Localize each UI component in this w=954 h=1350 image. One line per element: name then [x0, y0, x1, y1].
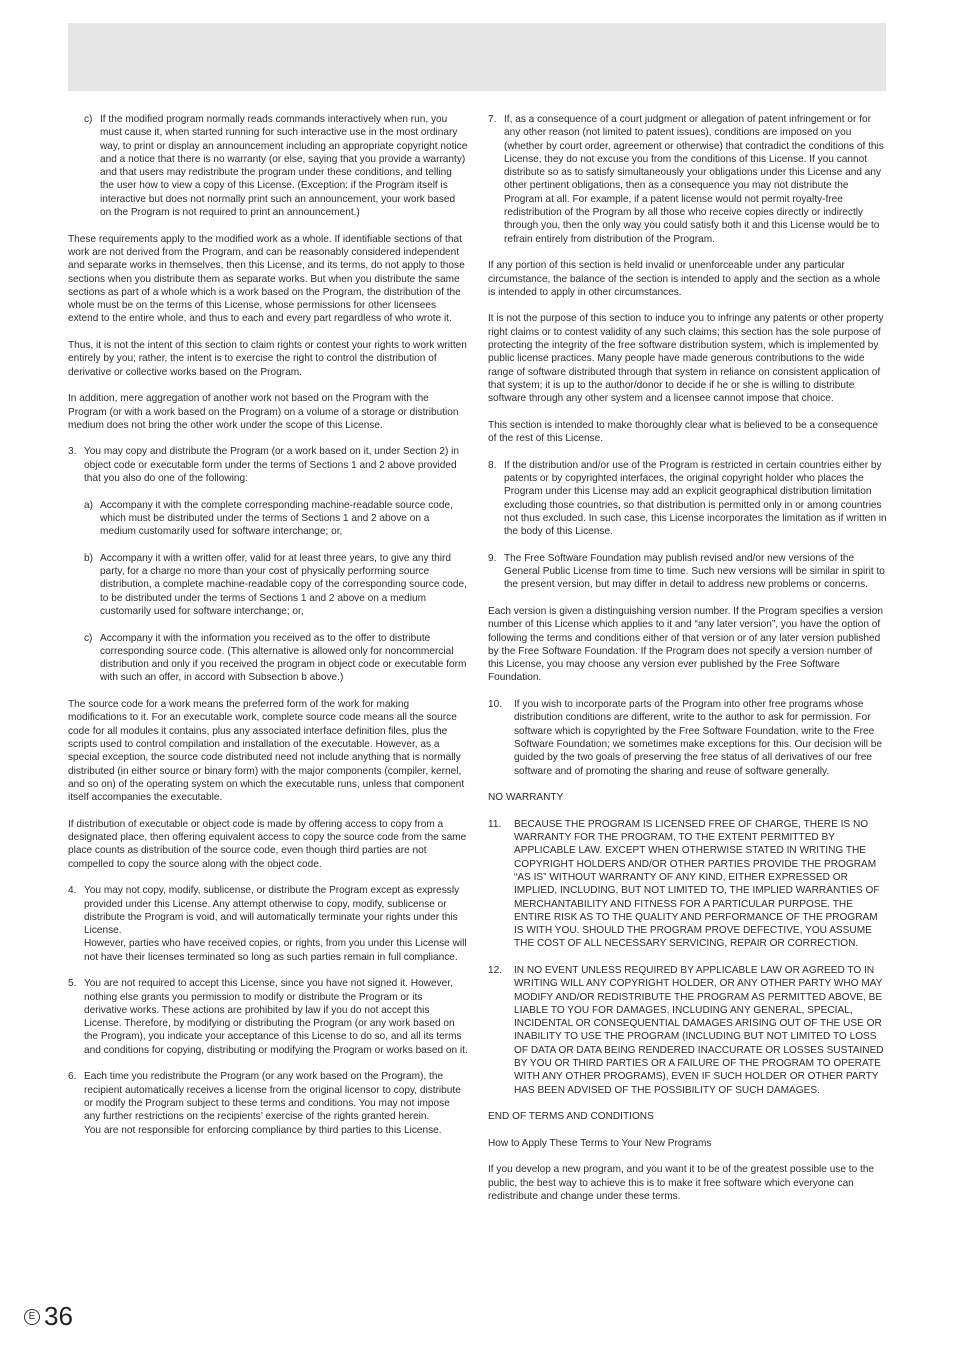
paragraph: How to Apply These Terms to Your New Programs — [488, 1137, 712, 1149]
item-text: You may copy and distribute the Program (or a work based on it, under Section 2) in object code or executable form under the terms of Sections 1 and 2 above provided that you also do one of the following: — [84, 446, 459, 485]
paragraph: If any portion of this section is held invalid or unenforceable under any particular circumstance, the balance of the section is intended to apply and the section as a whole is intended to apply in other circumstances. — [488, 260, 881, 298]
item-text: If the modified program normally reads commands interactively when run, you must cause it, when started running for such interactive use in the most ordinary way, to print or display an announcement including an appropriate copyright notice and a notice that there is no warranty (or else, saying that you provide a warranty) and that users may redistribute the program under these conditions, and telling the user how to view a copy of this License. (Exception: if the Program itself is interactive but does not normally print such an announcement, your work based on the Program is not required to print an announcement.) — [100, 114, 468, 219]
item-marker: 6. — [68, 1071, 77, 1083]
numbered-item — [68, 977, 468, 1057]
item-text: IN NO EVENT UNLESS REQUIRED BY APPLICABLE LAW OR AGREED TO IN WRITING WILL ANY COPYRIGHT HOLDER, OR ANY OTHER PARTY WHO MAY MODIFY AND/OR REDISTRIBUTE THE PROGRAM AS PERMITTED ABOVE, BE LIABLE TO YOU FOR DAMAGES, INCLUDING ANY GENERAL, SPECIAL, INCIDENTAL OR CONSEQUENTIAL DAMAGES ARISING OUT OF THE USE OR INABILITY TO USE THE PROGRAM (INCLUDING BUT NOT LIMITED TO LOSS OF DATA OR DATA BEING RENDERED INACCURATE OR LOSSES SUSTAINED BY YOU OR THIRD PARTIES OR A FAILURE OF THE PROGRAM TO OPERATE WITH ANY OTHER PROGRAMS), EVEN IF SUCH HOLDER OR OTHER PARTY HAS BEEN ADVISED OF THE POSSIBILITY OF SUCH DAMAGES. — [514, 965, 884, 1096]
item-text: If the distribution and/or use of the Program is restricted in certain countries either by patents or by copyrighted interfaces, the original copyright holder who places the Program under this License may add an explicit geographical distribution limitation excluding those countries, so that distribution is permitted only in or among countries not thus excluded. In such case, this License incorporates the limitation as if written in the body of this License. — [504, 459, 887, 538]
item-marker: a) — [84, 499, 93, 511]
paragraph: END OF TERMS AND CONDITIONS — [488, 1111, 654, 1123]
numbered-item — [488, 964, 888, 1097]
sub-list-item — [68, 552, 468, 618]
item-marker: 4. — [68, 885, 77, 897]
paragraph: This section is intended to make thoroughly clear what is believed to be a consequence of the rest of this License. — [488, 419, 878, 445]
numbered-item — [68, 445, 468, 485]
language-mark-icon: E — [24, 1309, 40, 1325]
item-marker: 11. — [488, 818, 502, 830]
item-text: Accompany it with the information you received as to the offer to distribute corresponding source code. (This alternative is allowed only for noncommercial distribution and only if you received the program in object code or executable form with such an offer, in accord with Subsection b above.) — [100, 632, 467, 684]
sub-list-item — [68, 499, 468, 539]
paragraph: It is not the purpose of this section to induce you to infringe any patents or other property right claims or to contest validity of any such claims; this section has the sole purpose of protecting the integrity of the free software distribution system, which is implemented by public license practices. Many people have made generous contributions to the wide range of software distributed through that system in reliance on consistent application of that system; it is up to the author/donor to decide if he or she is willing to distribute software through any other system and a licensee cannot impose that choice. — [488, 313, 884, 405]
item-marker: 12. — [488, 965, 503, 976]
header-bar — [68, 23, 886, 91]
item-marker: 9. — [488, 552, 497, 564]
item-text: Accompany it with the complete corresponding machine-readable source code, which must be distributed under the terms of Sections 1 and 2 above on a medium customarily used for software interchange; or, — [100, 499, 453, 538]
item-continuation: You are not responsible for enforcing compliance by third parties to this License. — [84, 1124, 442, 1136]
item-text: You are not required to accept this License, since you have not signed it. However, nothing else grants you permission to modify or distribute the Program or its derivative works. These actions are prohibited by law if you do not accept this License. Therefore, by modifying or distributing the Program (or any work based on the Program), you indicate your acceptance of this License to do so, and all its terms and conditions for copying, distributing or modifying the Program or works based on it. — [84, 978, 468, 1056]
item-text: If, as a consequence of a court judgment or allegation of patent infringement or for any other reason (not limited to patent issues), conditions are imposed on you (whether by court order, agreement or otherwise) that contradict the conditions of this License, they do not excuse you from the conditions of this License. If you cannot distribute so as to satisfy simultaneously your obligations under this License and any other pertinent obligations, then as a consequence you may not distribute the Program at all. For example, if a patent license would not permit royalty-free redistribution of the Program by all those who receive copies directly or indirectly through you, then the only way you could satisfy both it and this License would be to refrain entirely from distribution of the Program. — [504, 114, 884, 245]
item-marker: 8. — [488, 459, 497, 471]
item-marker: 10. — [488, 699, 503, 711]
item-marker: b) — [84, 552, 93, 564]
item-text: If you wish to incorporate parts of the Program into other free programs whose distribution conditions are different, write to the author to ask for permission. For software which is copyrighted by the Free Software Foundation, write to the Free Software Foundation; we sometimes make exceptions for this. Our decision will be guided by the two goals of preserving the free status of all derivatives of our free software and of promoting the sharing and reuse of software generally. — [514, 699, 883, 777]
right-column — [488, 113, 888, 1217]
paragraph: Thus, it is not the intent of this section to claim rights or contest your rights to work written entirely by you; rather, the intent is to exercise the right to control the distribution of derivative or collective works based on the Program. — [68, 340, 467, 378]
numbered-item — [488, 113, 888, 246]
item-text: BECAUSE THE PROGRAM IS LICENSED FREE OF CHARGE, THERE IS NO WARRANTY FOR THE PROGRAM, TO THE EXTENT PERMITTED BY APPLICABLE LAW. EXCEPT WHEN OTHERWISE STATED IN WRITING THE COPYRIGHT HOLDERS AND/OR OTHER PARTIES PROVIDE THE PROGRAM “AS IS” WITHOUT WARRANTY OF ANY KIND, EITHER EXPRESSED OR IMPLIED, INCLUDING, BUT NOT LIMITED TO, THE IMPLIED WARRANTIES OF MERCHANTABILITY AND FITNESS FOR A PARTICULAR PURPOSE. THE ENTIRE RISK AS TO THE QUALITY AND PERFORMANCE OF THE PROGRAM IS WITH YOU. SHOULD THE PROGRAM PROVE DEFECTIVE, YOU ASSUME THE COST OF ALL NECESSARY SERVICING, REPAIR OR CORRECTION. — [514, 818, 880, 950]
item-continuation: However, parties who have received copies, or rights, from you under this License will not have their licenses terminated so long as such parties remain in full compliance. — [84, 938, 467, 963]
left-column — [68, 113, 468, 1150]
numbered-item — [68, 884, 468, 964]
paragraph: In addition, mere aggregation of another work not based on the Program with the Program (or with a work based on the Program) on a volume of a storage or distribution medium does not bring the other work under the scope of this License. — [68, 393, 459, 431]
paragraph: NO WARRANTY — [488, 792, 564, 804]
item-text: You may not copy, modify, sublicense, or distribute the Program except as expressly provided under this License. Any attempt otherwise to copy, modify, sublicense or distribute the Program is void, and will automatically terminate your rights under this License. — [84, 885, 460, 937]
paragraph: Each version is given a distinguishing version number. If the Program specifies a version number of this License which applies to it and “any later version”, you have the option of following the terms and conditions either of that version or of any later version published by the Free Software Foundation. If the Program does not specify a version number of this License, you may choose any version ever published by the Free Software Foundation. — [488, 605, 883, 684]
item-marker: 7. — [488, 114, 497, 125]
paragraph: These requirements apply to the modified work as a whole. If identifiable sections of that work are not derived from the Program, and can be reasonably considered independent and separate works in themselves, then this License, and its terms, do not apply to those sections when you distribute them as separate works. But when you distribute the same sections as part of a whole which is a work based on the Program, the distribution of the whole must be on the terms of this License, whose permissions for other licensees extend to the entire whole, and thus to each and every part regardless of who wrote it. — [68, 233, 465, 325]
numbered-item — [488, 818, 888, 951]
paragraph: If you develop a new program, and you want it to be of the greatest possible use to the public, the best way to achieve this is to make it free software which everyone can redistribute and change under these terms. — [488, 1164, 875, 1203]
numbered-item — [488, 698, 888, 778]
numbered-item — [488, 459, 888, 539]
numbered-item — [488, 552, 888, 592]
numbered-item — [68, 1070, 468, 1136]
paragraph: The source code for a work means the preferred form of the work for making modifications to it. For an executable work, complete source code means all the source code for all modules it contains, plus any associated interface definition files, plus the scripts used to control compilation and installation of the executable. However, as a special exception, the source code distributed need not include anything that is normally distributed (in either source or binary form) with the major components (compiler, kernel, and so on) of the operating system on which the executable runs, unless that component itself accompanies the executable. — [68, 699, 465, 804]
sub-list-item — [68, 632, 468, 685]
item-text: The Free Software Foundation may publish revised and/or new versions of the General Public License from time to time. Such new versions will be similar in spirit to the present version, but may differ in detail to address new problems or concerns. — [504, 552, 885, 591]
sub-list-item — [68, 113, 468, 219]
item-marker: c) — [84, 114, 93, 125]
item-marker: 5. — [68, 978, 77, 990]
item-text: Each time you redistribute the Program (or any work based on the Program), the recipient automatically receives a license from the original licensor to copy, distribute or modify the Program subject to these terms and conditions. You may not impose any further restrictions on the recipients’ exercise of the rights granted herein. — [84, 1071, 461, 1123]
paragraph: If distribution of executable or object code is made by offering access to copy from a designated place, then offering equivalent access to copy the source code from the same place counts as distribution of the source code, even though third parties are not compelled to copy the source along with the object code. — [68, 818, 467, 870]
item-marker: c) — [84, 632, 93, 644]
item-marker: 3. — [68, 446, 77, 458]
item-text: Accompany it with a written offer, valid for at least three years, to give any third party, for a charge no more than your cost of physically performing source distribution, a complete machine-readable copy of the corresponding source code, to be distributed under the terms of Sections 1 and 2 above on a medium customarily used for software interchange; or, — [100, 552, 467, 617]
page-number: 36 — [44, 1301, 73, 1331]
